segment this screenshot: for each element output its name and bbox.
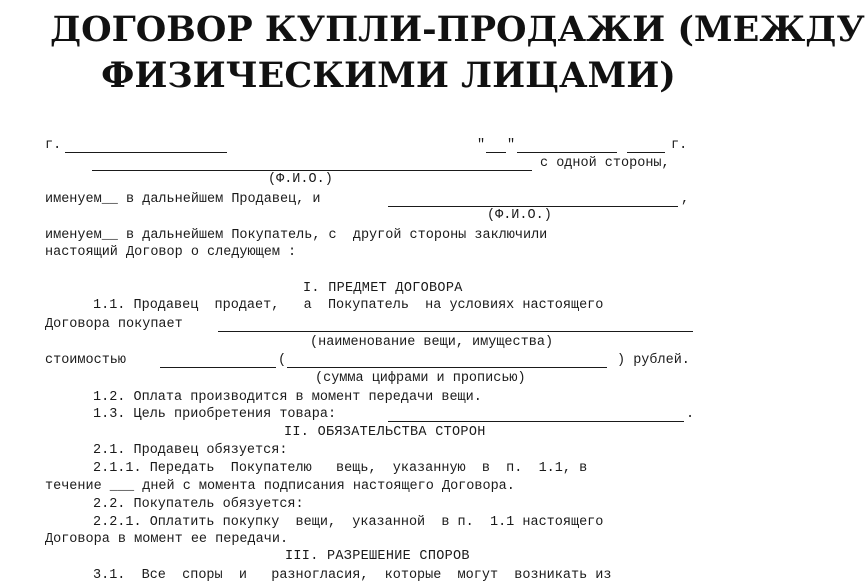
buyer-text: именуем__ в дальнейшем Покупатель, с другой стороны заключили (45, 228, 548, 243)
clause-1-1-line-2: Договора покупает (45, 317, 183, 332)
concluded-text: настоящий Договор о следующем : (45, 245, 297, 260)
clause-3-1: 3.1. Все споры и разногласия, которые могут возникать из (93, 568, 612, 583)
party-two-name-blank (388, 206, 678, 207)
clause-2-1: 2.1. Продавец обязуется: (93, 443, 288, 458)
one-side-text: с одной стороны, (540, 156, 670, 171)
city-blank (65, 152, 227, 153)
item-caption: (наименование вещи, имущества) (310, 335, 554, 350)
cost-digits-blank (160, 367, 276, 368)
year-suffix: г. (671, 138, 688, 153)
month-blank (517, 152, 617, 153)
clause-2-2-1-line-1: 2.2.1. Оплатить покупку вещи, указанной в п. 1.1 настоящего (93, 515, 604, 530)
comma: , (681, 192, 690, 207)
city-prefix: г. (45, 138, 62, 153)
party-one-name-blank (92, 170, 532, 171)
clause-2-1-1-line-2: течение ___ дней с момента подписания настоящего Договора. (45, 479, 515, 494)
item-name-blank (218, 331, 693, 332)
sum-caption: (сумма цифрами и прописью) (315, 371, 526, 386)
date-quote-close: " (507, 138, 516, 153)
clause-2-2-1-line-2: Договора в момент ее передачи. (45, 532, 289, 547)
cost-label: стоимостью (45, 353, 127, 368)
day-blank (486, 152, 506, 153)
fio-caption-buyer: (Ф.И.О.) (487, 208, 552, 223)
purpose-blank (388, 421, 684, 422)
clause-1-2: 1.2. Оплата производится в момент передачи вещи. (93, 390, 482, 405)
document-title-line-1: ДОГОВОР КУПЛИ-ПРОДАЖИ (МЕЖДУ (50, 9, 865, 50)
clause-1-1-line-1: 1.1. Продавец продает, а Покупатель на условиях настоящего (93, 298, 604, 313)
section-1-heading: I. ПРЕДМЕТ ДОГОВОРА (303, 281, 463, 296)
clause-1-3: 1.3. Цель приобретения товара: (93, 407, 337, 422)
clause-2-2: 2.2. Покупатель обязуется: (93, 497, 304, 512)
fio-caption-seller: (Ф.И.О.) (268, 172, 333, 187)
paren-open: ( (278, 353, 287, 368)
section-3-heading: III. РАЗРЕШЕНИЕ СПОРОВ (285, 549, 470, 564)
year-blank (627, 152, 665, 153)
period: . (686, 407, 695, 422)
document-title-line-2: ФИЗИЧЕСКИМИ ЛИЦАМИ) (101, 55, 676, 96)
clause-2-1-1-line-1: 2.1.1. Передать Покупателю вещь, указанную в п. 1.1, в (93, 461, 588, 476)
section-2-heading: II. ОБЯЗАТЕЛЬСТВА СТОРОН (284, 425, 486, 440)
cost-words-blank (287, 367, 607, 368)
rubles-text: ) рублей. (617, 353, 690, 368)
seller-text: именуем__ в дальнейшем Продавец, и (45, 192, 321, 207)
date-quote-open: " (477, 138, 486, 153)
